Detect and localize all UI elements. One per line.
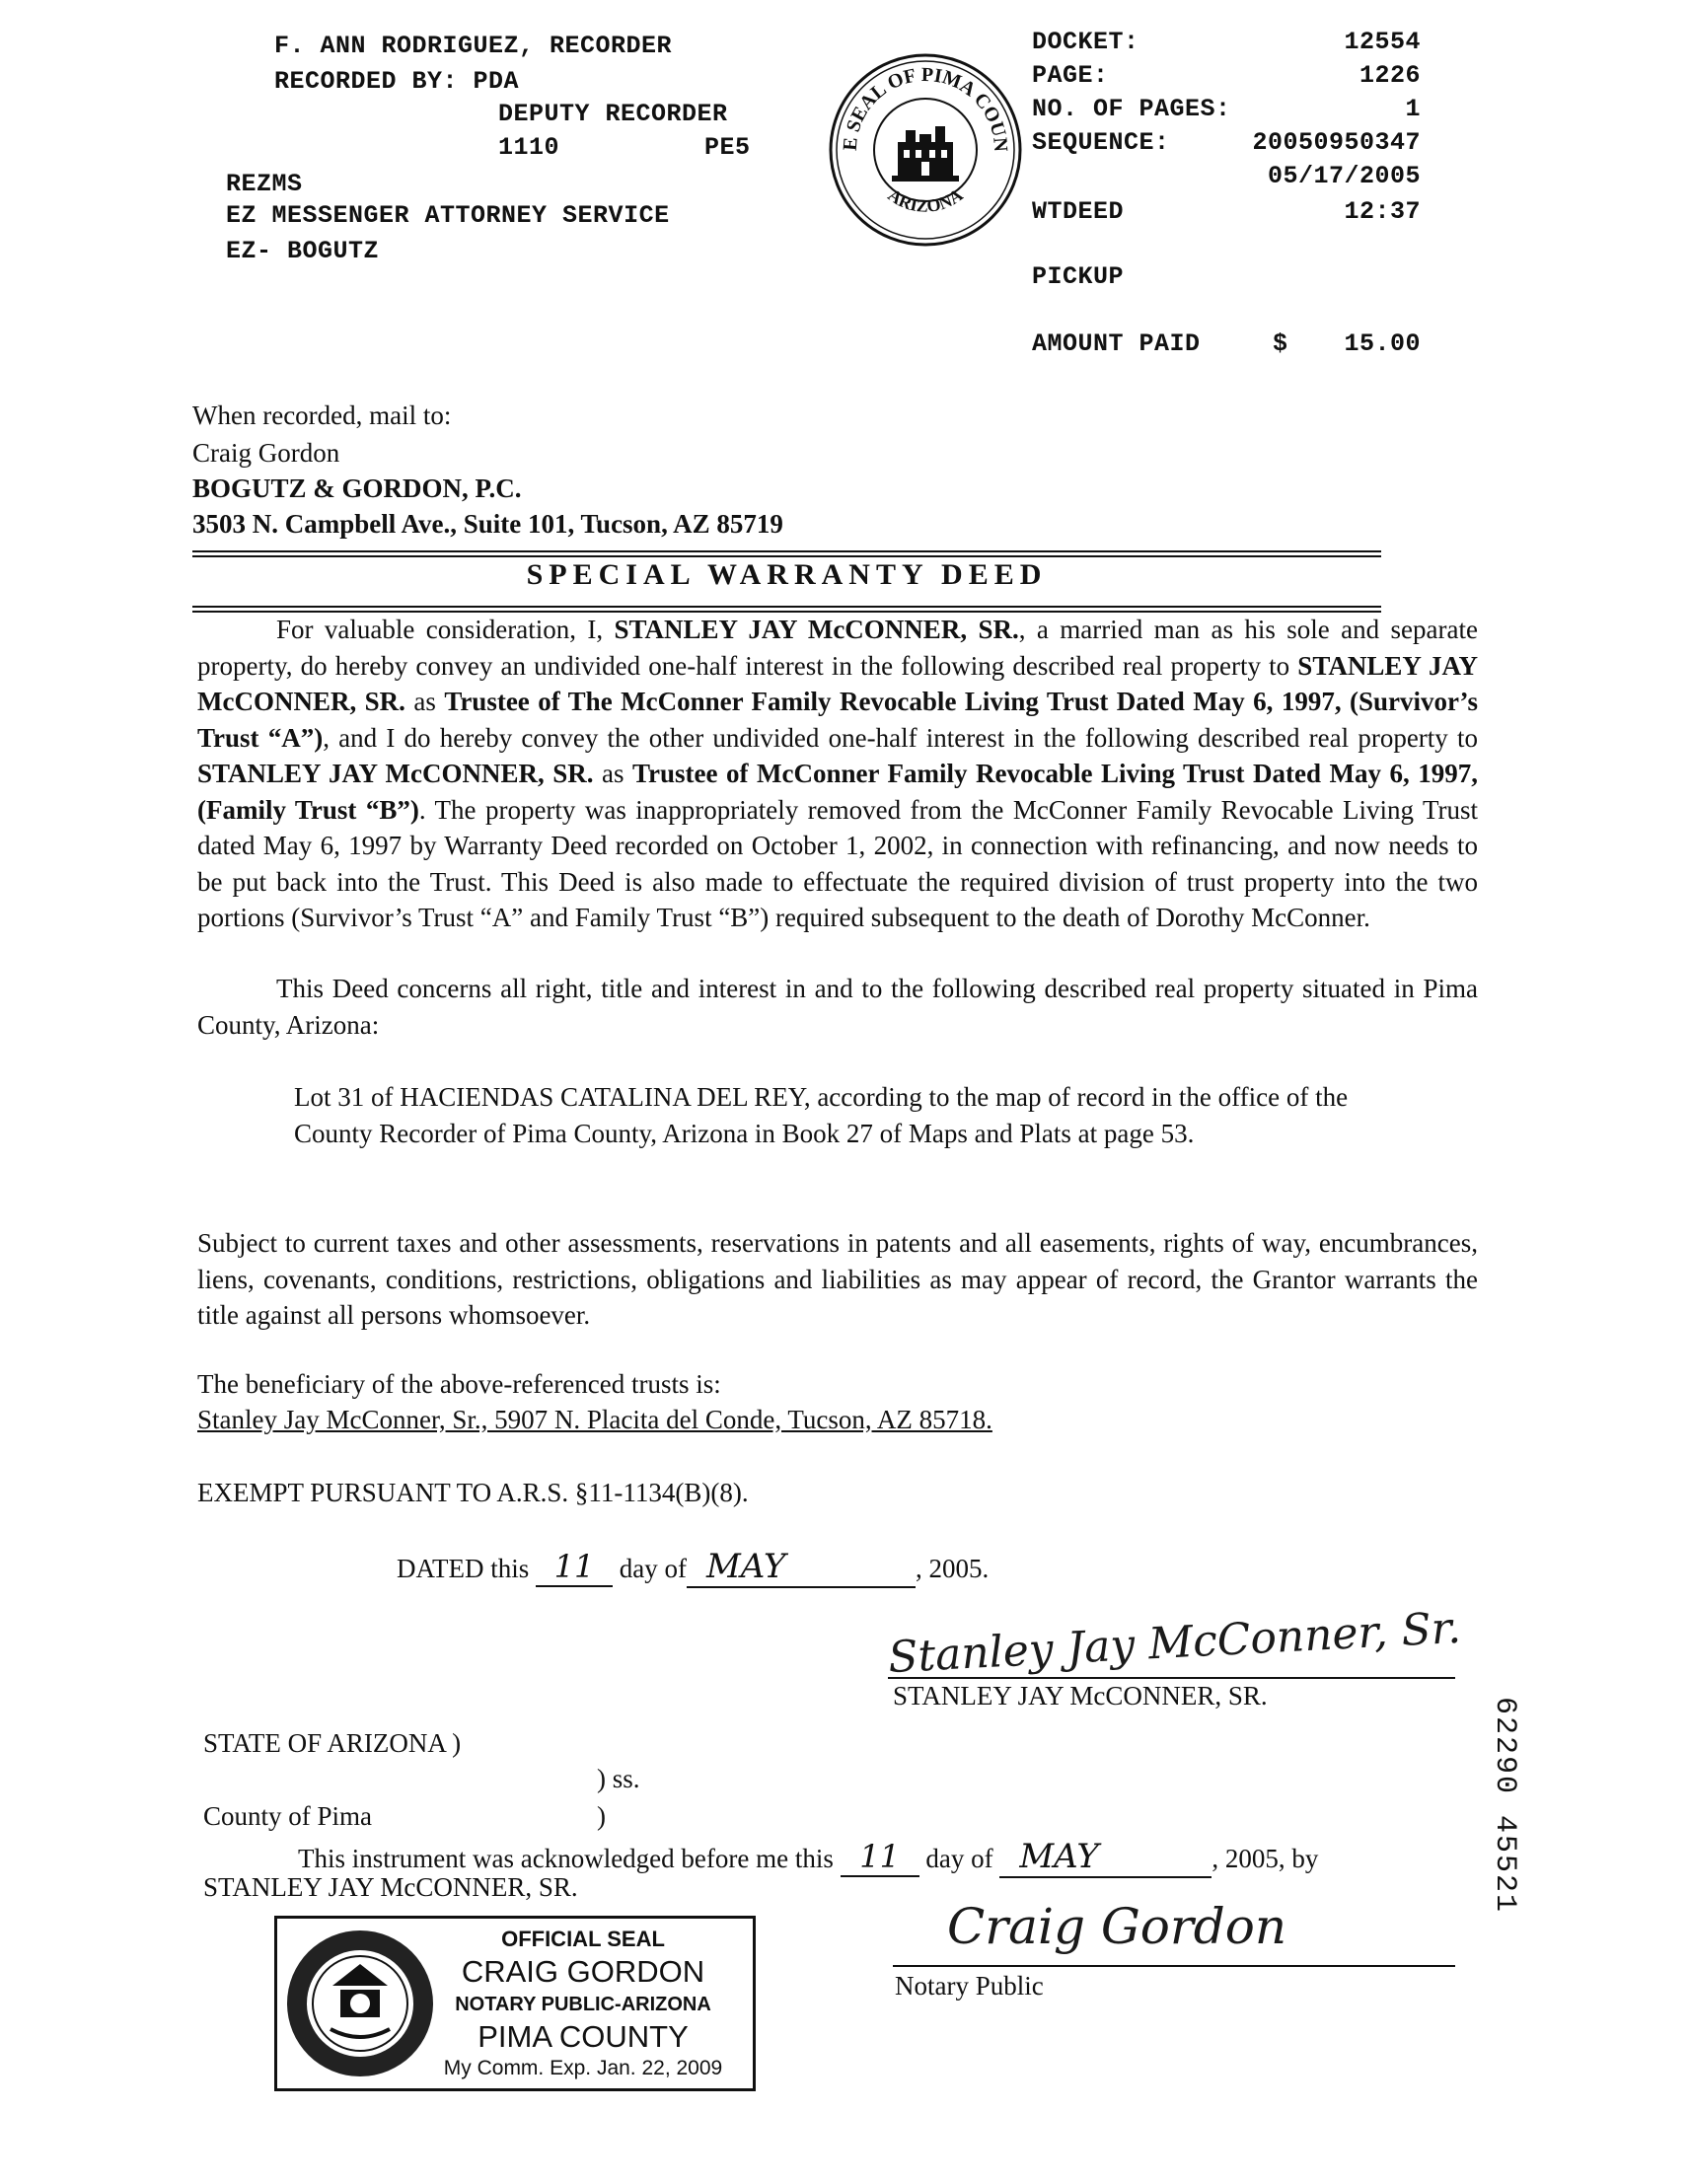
recorded-date: 05/17/2005 xyxy=(1267,162,1421,190)
amount-value: 15.00 xyxy=(1344,329,1421,358)
notary-signature-line xyxy=(893,1965,1455,1967)
p1-grantor: STANLEY JAY McCONNER, SR. xyxy=(614,615,1019,644)
title-rule-top-2 xyxy=(192,555,1381,557)
pages-label: NO. OF PAGES: xyxy=(1032,95,1231,123)
mail-to-label: When recorded, mail to: xyxy=(192,400,452,430)
dated-year: , 2005. xyxy=(915,1554,990,1583)
ack-prefix: This instrument was acknowledged before me this xyxy=(298,1844,834,1873)
notary-state: STATE OF ARIZONA ) xyxy=(203,1728,462,1758)
page-value: 1226 xyxy=(1359,61,1421,90)
seal-line-notary: NOTARY PUBLIC-ARIZONA xyxy=(455,1994,711,2015)
recorded-by: RECORDED BY: PDA xyxy=(274,67,520,96)
ack-mid: day of xyxy=(925,1844,993,1873)
ack-day: 11 xyxy=(841,1838,919,1877)
dated-line xyxy=(397,1547,989,1588)
recorder-name: F. ANN RODRIGUEZ, RECORDER xyxy=(274,32,673,60)
notary-signature: Craig Gordon xyxy=(947,1898,1287,1955)
title-rule-top xyxy=(192,550,1381,552)
pickup: PICKUP xyxy=(1032,262,1125,291)
pages-value: 1 xyxy=(1405,95,1421,123)
dated-mid: day of xyxy=(619,1554,687,1583)
p1-text-3: as xyxy=(404,687,445,716)
svg-text:THE SEAL OF PIMA COUNTY xyxy=(827,51,1011,153)
margin-stamp: 62290 45521 xyxy=(1488,1697,1521,1915)
ack-year: , 2005, by xyxy=(1212,1844,1319,1873)
legal-description: Lot 31 of HACIENDAS CATALINA DEL REY, according to the map of record in the office of the County Recorder of Pima County, Arizona in Book 27 of Maps and Plats at page 53. xyxy=(294,1082,1349,1148)
p1-grantee-a: STANLEY JAY McCONNER, SR. xyxy=(197,650,1478,716)
dated-month: MAY xyxy=(687,1547,916,1588)
grantor-signature-line xyxy=(888,1677,1455,1679)
official-notary-seal xyxy=(274,1916,756,2091)
p1-text-4: , and I do hereby convey the other undivided one-half interest in the following described real property to xyxy=(323,722,1478,753)
county-seal-top-text: E SEAL OF PIMA COUN xyxy=(839,63,1012,153)
seal-line-commission: My Comm. Exp. Jan. 22, 2009 xyxy=(443,2057,723,2079)
mail-to-firm: BOGUTZ & GORDON, P.C. xyxy=(192,473,522,503)
p1-text-2: , a married man as his sole and separate property, do hereby convey an undivided one-half interest in the following described real property to xyxy=(197,615,1478,681)
seal-line-name: CRAIG GORDON xyxy=(461,1954,705,1989)
p1-text-1: For valuable consideration, I, xyxy=(276,615,615,644)
recorded-time: 12:37 xyxy=(1344,197,1421,226)
notary-county: County of Pima xyxy=(203,1801,373,1831)
amount-currency: $ xyxy=(1273,329,1288,358)
grantor-printed-name: STANLEY JAY McCONNER, SR. xyxy=(893,1681,1268,1711)
recorder-code-2: PE5 xyxy=(704,133,751,162)
p1-trust-a: Trustee of The McConner Family Revocable Living Trust Dated May 6, 1997, (Survivor’s Trust “A”) xyxy=(197,687,1478,753)
dated-prefix: DATED this xyxy=(397,1554,530,1583)
title-rule-bottom xyxy=(192,606,1381,608)
recorder-code-1: 1110 xyxy=(498,133,560,162)
p1-grantee-b: STANLEY JAY McCONNER, SR. xyxy=(197,759,594,788)
seal-line-county: PIMA COUNTY xyxy=(477,2019,689,2054)
mail-to-address: 3503 N. Campbell Ave., Suite 101, Tucson, AZ 85719 xyxy=(192,509,783,539)
sequence-label: SEQUENCE: xyxy=(1032,128,1170,157)
messenger-service: EZ MESSENGER ATTORNEY SERVICE xyxy=(226,201,670,230)
p1-trust-b: Trustee of McConner Family Revocable Living Trust Dated May 6, 1997, (Family Trust “B”) xyxy=(197,759,1478,825)
exempt-statement: EXEMPT PURSUANT TO A.R.S. §11-1134(B)(8). xyxy=(197,1478,749,1507)
amount-label: AMOUNT PAID xyxy=(1032,329,1201,358)
docket-label: DOCKET: xyxy=(1032,28,1139,56)
ez-bogutz: EZ- BOGUTZ xyxy=(226,237,380,265)
dated-day: 11 xyxy=(536,1548,613,1587)
beneficiary-intro: The beneficiary of the above-referenced trusts is: xyxy=(197,1369,721,1399)
pima-county-seal xyxy=(827,51,1024,249)
p1-text-5: as xyxy=(593,759,633,788)
county-seal-icon xyxy=(827,51,1024,249)
state-seal xyxy=(283,1927,437,2080)
ack-month: MAY xyxy=(999,1837,1212,1878)
grantor-signature: Stanley Jay McConner, Sr. xyxy=(887,1602,1463,1684)
notary-county-paren: ) xyxy=(597,1801,606,1831)
rezms: REZMS xyxy=(226,170,303,198)
notary-ss: ) ss. xyxy=(597,1764,640,1793)
page-label: PAGE: xyxy=(1032,61,1109,90)
svg-text:ARIZONA xyxy=(884,184,966,216)
p1-text-6: . The property was inappropriately removed from the McConner Family Revocable Living Trust dated May 6, 1997 by Warranty Deed recorded on October 1, 2002, in connection with refinancing, and now needs to be put back into the Trust. This Deed is also made to effectuate the required division of trust property into the two portions (Survivor’s Trust “A” and Family Trust “B”) required subsequent to the death of Dorothy McConner. xyxy=(197,794,1479,932)
county-seal-bottom-text: ARIZONA xyxy=(884,184,967,216)
deputy-recorder: DEPUTY RECORDER xyxy=(498,100,728,128)
document-title: SPECIAL WARRANTY DEED xyxy=(526,558,1048,591)
ack-name: STANLEY JAY McCONNER, SR. xyxy=(203,1872,578,1902)
sequence-value: 20050950347 xyxy=(1252,128,1421,157)
property-concerns-paragraph: This Deed concerns all right, title and interest in and to the following described real property situated in Pima County, Arizona: xyxy=(197,974,1478,1040)
seal-line-official: OFFICIAL SEAL xyxy=(501,1927,665,1951)
beneficiary-address: Stanley Jay McConner, Sr., 5907 N. Placita del Conde, Tucson, AZ 85718. xyxy=(197,1405,992,1434)
conveyance-paragraph xyxy=(197,612,1478,936)
subject-to-paragraph: Subject to current taxes and other assessments, reservations in patents and all easements, rights of way, encumbrances, liens, covenants, conditions, restrictions, obligations and liabilities as may appear of record, the Grantor warrants the title against all persons whomsoever. xyxy=(197,1228,1478,1330)
notary-title: Notary Public xyxy=(895,1971,1044,2001)
document-type: WTDEED xyxy=(1032,197,1125,226)
arizona-seal-icon xyxy=(283,1927,437,2080)
mail-to-name: Craig Gordon xyxy=(192,438,340,468)
docket-value: 12554 xyxy=(1344,28,1421,56)
